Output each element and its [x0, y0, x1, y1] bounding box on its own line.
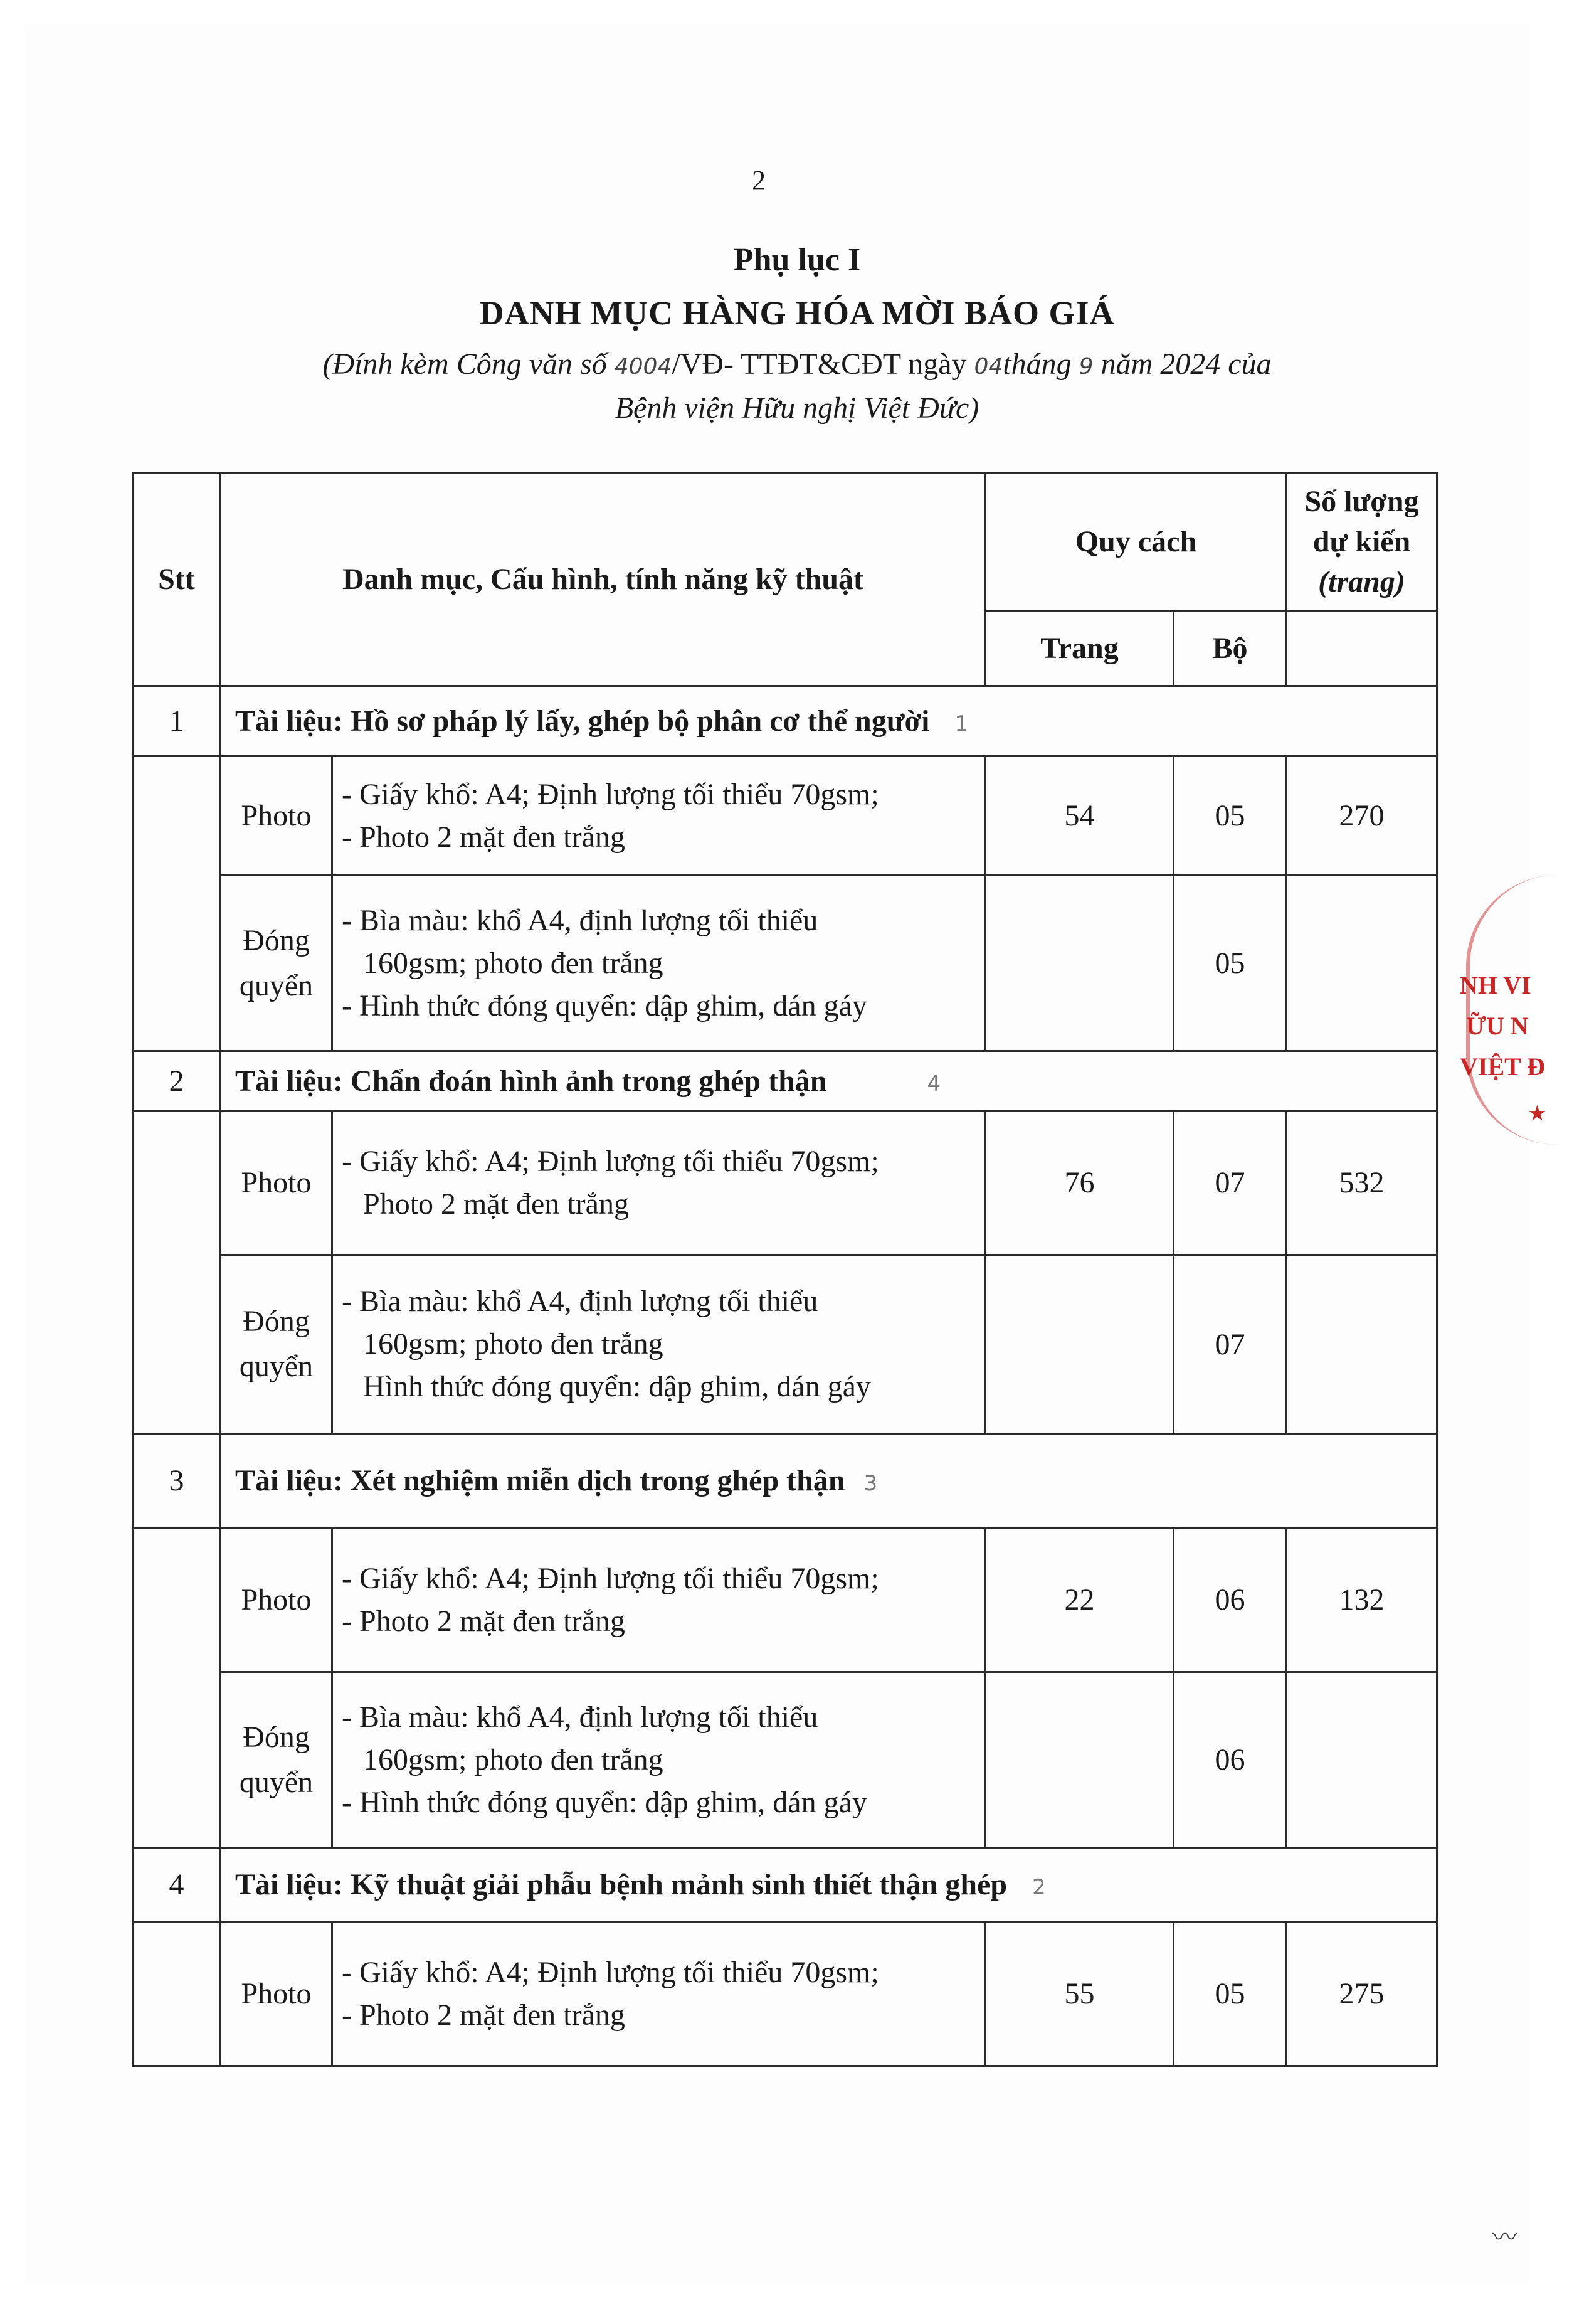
table-row: Đóng quyển - Bìa màu: khổ A4, định lượng tối thiểu 160gsm; photo đen trắng Hình thức đóng quyển: dập ghim, dán gáy 07: [133, 1255, 1437, 1434]
table-row: Photo - Giấy khổ: A4; Định lượng tối thiểu 70gsm; Photo 2 mặt đen trắng 76 07 532: [133, 1111, 1437, 1255]
handwritten-day: 04: [974, 354, 1003, 379]
header-sets: Bộ: [1174, 611, 1287, 686]
header-pages: Trang: [986, 611, 1174, 686]
table-row: Photo - Giấy khổ: A4; Định lượng tối thiểu 70gsm; - Photo 2 mặt đen trắng 54 05 270: [133, 756, 1437, 876]
handwritten-mark: 4: [927, 1071, 941, 1096]
section-title: Tài liệu: Xét nghiệm miễn dịch trong ghép thận: [235, 1464, 845, 1497]
appendix-title: Phụ lục I: [733, 242, 861, 278]
table-row: 1 Tài liệu: Hồ sơ pháp lý lấy, ghép bộ phân cơ thể người 1: [133, 686, 1437, 756]
section-title: Tài liệu: Hồ sơ pháp lý lấy, ghép bộ phân cơ thể người: [235, 704, 930, 738]
table-row: 3 Tài liệu: Xét nghiệm miễn dịch trong ghép thận 3: [133, 1434, 1437, 1528]
subtitle: [0, 344, 1594, 429]
handwritten-mark: 1: [954, 711, 969, 736]
handwritten-doc-number: 4004: [614, 354, 672, 379]
table-row: Photo - Giấy khổ: A4; Định lượng tối thiểu 70gsm; - Photo 2 mặt đen trắng 22 06 132: [133, 1528, 1437, 1672]
header-stt: Stt: [133, 473, 221, 686]
table-row: Đóng quyển - Bìa màu: khổ A4, định lượng tối thiểu 160gsm; photo đen trắng - Hình thức đóng quyển: dập ghim, dán gáy 06: [133, 1672, 1437, 1848]
subtitle-line-1: (Đính kèm Công văn số 4004/VĐ- TTĐT&CĐT ngày 04tháng 9 năm 2024 của: [322, 348, 1272, 381]
handwritten-month: 9: [1079, 354, 1094, 379]
goods-table: [132, 472, 1438, 2067]
header-catalog: Danh mục, Cấu hình, tính năng kỹ thuật: [221, 473, 986, 686]
table-row: 4 Tài liệu: Kỹ thuật giải phẫu bệnh mảnh sinh thiết thận ghép 2: [133, 1848, 1437, 1922]
handwritten-mark: 2: [1032, 1875, 1046, 1900]
table-row: 2 Tài liệu: Chẩn đoán hình ảnh trong ghép thận 4: [133, 1051, 1437, 1111]
page-number: 2: [752, 165, 766, 196]
header-spec: Quy cách: [986, 473, 1287, 611]
header-quantity: Số lượng dự kiến (trang): [1287, 473, 1437, 611]
table-row: Photo - Giấy khổ: A4; Định lượng tối thiểu 70gsm; - Photo 2 mặt đen trắng 55 05 275: [133, 1922, 1437, 2066]
table-row: Đóng quyển - Bìa màu: khổ A4, định lượng tối thiểu 160gsm; photo đen trắng - Hình thức đóng quyển: dập ghim, dán gáy 05: [133, 876, 1437, 1051]
section-title: Tài liệu: Kỹ thuật giải phẫu bệnh mảnh sinh thiết thận ghép: [235, 1868, 1008, 1901]
section-title: Tài liệu: Chẩn đoán hình ảnh trong ghép thận: [235, 1064, 827, 1098]
subtitle-line-2: Bệnh viện Hữu nghị Việt Đức): [615, 391, 979, 425]
main-title: DANH MỤC HÀNG HÓA MỜI BÁO GIÁ: [479, 294, 1115, 332]
handwritten-initial-icon: 〰: [1492, 2223, 1517, 2252]
stamp-star-icon: ★: [1529, 1103, 1546, 1124]
header-quantity-sub: [1287, 611, 1437, 686]
handwritten-mark: 3: [863, 1471, 878, 1496]
red-stamp: NH VI ỮU N VIỆT Đ ★: [1454, 875, 1554, 1145]
